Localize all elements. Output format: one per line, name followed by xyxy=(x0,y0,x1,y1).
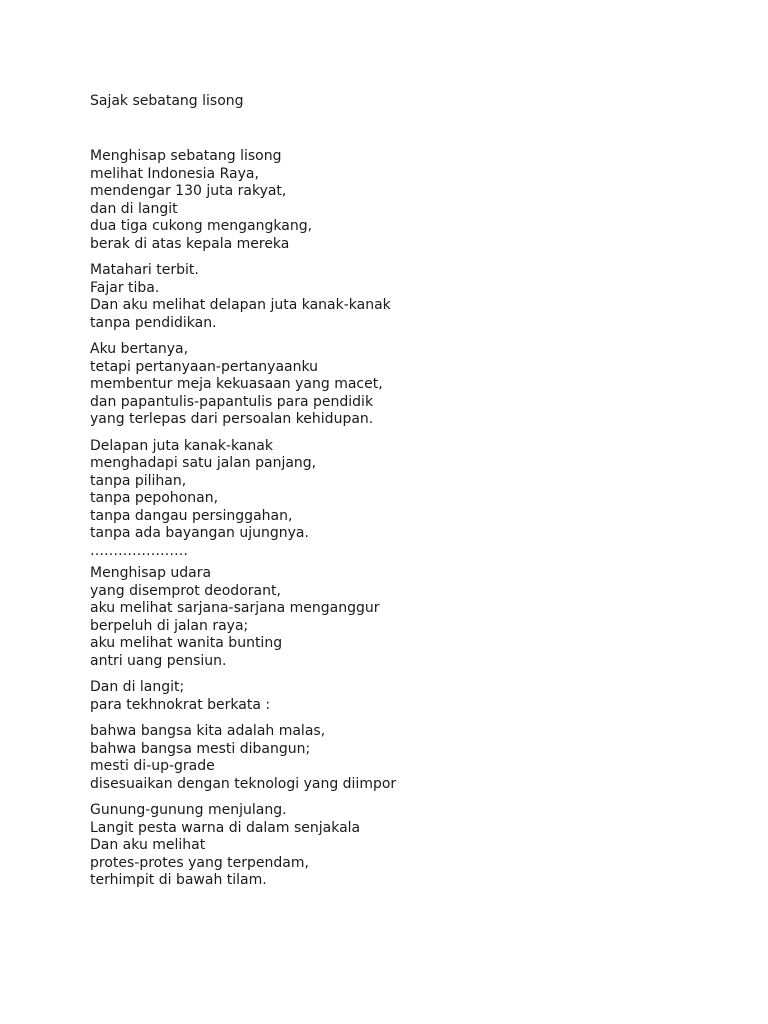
poem-line: Dan aku melihat delapan juta kanak-kanak xyxy=(90,297,391,313)
poem-line: bahwa bangsa mesti dibangun; xyxy=(90,740,311,757)
stanza xyxy=(90,262,730,332)
poem-line: para tekhnokrat berkata : xyxy=(90,696,271,713)
poem-line: aku melihat wanita bunting xyxy=(90,635,283,651)
poem-line: terhimpit di bawah tilam. xyxy=(90,872,267,888)
poem-line: tanpa pepohonan, xyxy=(90,490,219,506)
poem-line: berak di atas kepala mereka xyxy=(90,235,290,252)
poem-line: melihat Indonesia Raya, xyxy=(90,165,259,182)
stanza xyxy=(90,438,730,561)
poem-line: tanpa dangau persinggahan, xyxy=(90,507,293,524)
poem-line: mesti di-up-grade xyxy=(90,758,215,774)
poem-line: Langit pesta warna di dalam senjakala xyxy=(90,819,361,836)
stanza xyxy=(90,341,730,429)
poem-line: aku melihat sarjana-sarjana menganggur xyxy=(90,600,380,616)
poem-line: dan papantulis-papantulis para pendidik xyxy=(90,393,374,410)
poem-line: bahwa bangsa kita adalah malas, xyxy=(90,723,326,739)
poem-line: dua tiga cukong mengangkang, xyxy=(90,218,313,234)
stanza xyxy=(90,679,730,714)
poem-line: menghadapi satu jalan panjang, xyxy=(90,455,317,471)
poem-line: Aku bertanya, xyxy=(90,341,189,357)
poem-body xyxy=(90,148,730,890)
poem-line: tanpa ada bayangan ujungnya. xyxy=(90,525,309,541)
poem-line: Menghisap udara xyxy=(90,565,212,581)
poem-line: Menghisap sebatang lisong xyxy=(90,148,282,164)
poem-line: Matahari terbit. xyxy=(90,262,199,278)
poem-line: Gunung-gunung menjulang. xyxy=(90,802,287,818)
stanza xyxy=(90,148,730,253)
poem-line: membentur meja kekuasaan yang macet, xyxy=(90,376,383,392)
document-page xyxy=(90,92,730,899)
stanza xyxy=(90,802,730,890)
poem-line: Dan aku melihat xyxy=(90,837,206,853)
poem-line: antri uang pensiun. xyxy=(90,652,227,669)
poem-line: yang disemprot deodorant, xyxy=(90,582,281,599)
poem-line: disesuaikan dengan teknologi yang diimpor xyxy=(90,775,397,792)
poem-line: dan di langit xyxy=(90,200,178,217)
poem-line: tanpa pilihan, xyxy=(90,472,187,489)
poem-line: Fajar tiba. xyxy=(90,279,160,296)
stanza xyxy=(90,723,730,793)
poem-line: protes-protes yang terpendam, xyxy=(90,854,309,871)
poem-line: berpeluh di jalan raya; xyxy=(90,617,249,634)
poem-line: yang terlepas dari persoalan kehidupan. xyxy=(90,411,374,427)
poem-line: tanpa pendidikan. xyxy=(90,314,217,331)
poem-line: tetapi pertanyaan-pertanyaanku xyxy=(90,358,319,375)
stanza xyxy=(90,565,730,670)
poem-line: mendengar 130 juta rakyat, xyxy=(90,183,287,199)
poem-line: Delapan juta kanak-kanak xyxy=(90,437,273,454)
poem-title: Sajak sebatang lisong xyxy=(90,93,244,109)
poem-line: Dan di langit; xyxy=(90,679,185,695)
poem-line: ………………… xyxy=(90,542,188,559)
